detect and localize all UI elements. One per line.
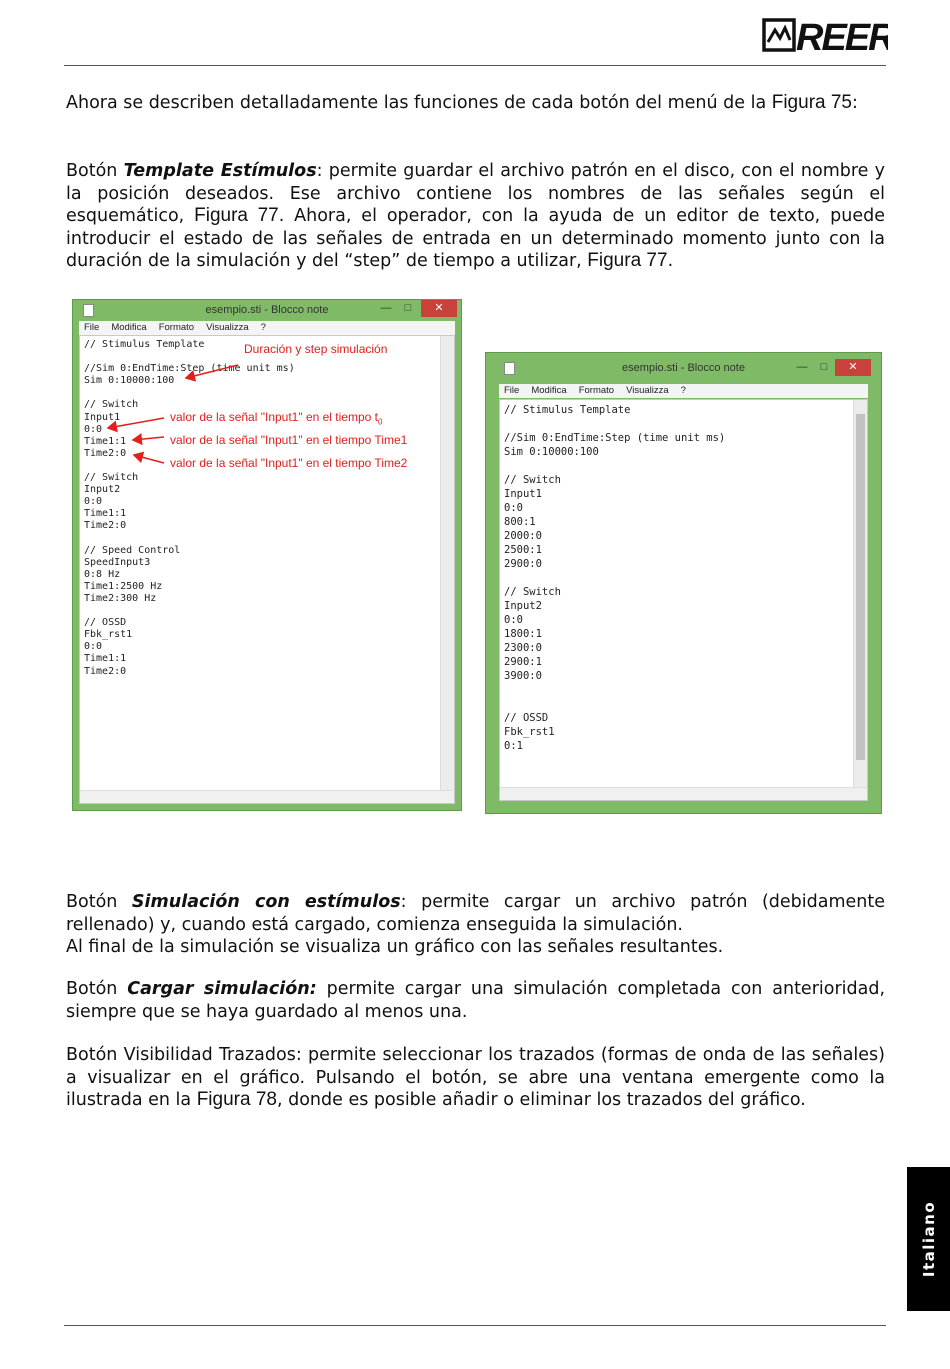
template-text-1: : permite guardar el archivo patrón en el disco, con el nombre y la posición deseados. Ese archivo contiene los nombres de las señales según el esquemático, xyxy=(66,161,886,226)
language-label: Italiano xyxy=(919,1200,938,1278)
menu-help[interactable]: ? xyxy=(260,322,266,333)
scrollbar-thumb[interactable] xyxy=(856,414,865,760)
vertical-scrollbar[interactable] xyxy=(853,400,867,788)
sim-button-name: Simulación con estímulos xyxy=(131,892,401,912)
menu-visualizza[interactable]: Visualizza xyxy=(206,322,249,333)
template-prefix: Botón xyxy=(66,161,124,181)
maximize-button[interactable]: □ xyxy=(404,302,412,314)
load-text: permite cargar una simulación completada con anterioridad, siempre que se haya guardado al menos una. xyxy=(66,979,886,1022)
arrow-time1 xyxy=(133,437,164,440)
annotation-input1-time2: valor de la señal "Input1" en el tiempo Time2 xyxy=(170,456,408,470)
notepad-text: // Stimulus Template //Sim 0:EndTime:Step (time unit ms) Sim 0:10000:100 // Switch Input1 0:0 800:1 2000:0 2500:1 2900:0 // Switch Input2 0:0 1800:1 2300:0 2900:1 3900:0 // OSSD Fbk_rst1 0:1 xyxy=(504,404,726,752)
language-tab xyxy=(907,1167,950,1311)
horizontal-scrollbar[interactable] xyxy=(80,790,454,803)
arrow-time2 xyxy=(134,455,164,463)
menu-modifica[interactable]: Modifica xyxy=(111,322,147,333)
arrow-t0 xyxy=(108,418,164,428)
load-button-name: Cargar simulación: xyxy=(127,979,317,999)
vis-text-2: , donde es posible añadir o eliminar los trazados del gráfico. xyxy=(276,1090,806,1110)
intro-end: : xyxy=(852,93,858,113)
notepad-title: esempio.sti - Blocco note xyxy=(205,304,329,316)
template-button-name: Template Estímulos xyxy=(123,161,317,181)
notepad-titlebar xyxy=(486,353,881,379)
template-text-2: . Ahora, el operador, con la ayuda de un editor de texto, puede introducir el estado de las señales de entrada en un determinado momento junto con la duración de la simulación y del “step” de tiempo a utilizar, xyxy=(66,206,885,271)
figure-reference: Figura 78 xyxy=(196,1089,277,1110)
sim-prefix: Botón xyxy=(66,892,132,912)
close-button[interactable]: ✕ xyxy=(835,359,871,376)
horizontal-scrollbar[interactable] xyxy=(500,787,867,800)
menu-help[interactable]: ? xyxy=(680,385,686,396)
notepad-title: esempio.sti - Blocco note xyxy=(622,362,745,374)
sim-text-2: Al final de la simulación se visualiza un gráfico con las señales resultantes. xyxy=(66,937,724,957)
menu-formato[interactable]: Formato xyxy=(158,322,195,333)
reer-logo-text: REER xyxy=(796,17,888,56)
sim-text-1: : permite cargar un archivo patrón (debidamente rellenado) y, cuando está cargado, comienza enseguida la simulación. xyxy=(66,892,886,935)
close-button[interactable]: ✕ xyxy=(421,300,457,317)
load-prefix: Botón xyxy=(66,979,128,999)
arrow-duration xyxy=(186,365,238,378)
maximize-button[interactable]: □ xyxy=(820,361,828,373)
menu-visualizza[interactable]: Visualizza xyxy=(626,385,669,396)
notepad-menubar xyxy=(499,384,868,398)
footer-rule xyxy=(64,1325,886,1326)
figure-reference: Figura 77 xyxy=(587,250,668,271)
menu-file[interactable]: File xyxy=(504,385,520,396)
template-text-3: . xyxy=(667,251,674,271)
minimize-button[interactable]: — xyxy=(380,302,392,314)
annotation-duration: Duración y step simulación xyxy=(244,342,388,356)
vis-text-1: Botón Visibilidad Trazados: permite seleccionar los trazados (formas de onda de las señales) a visualizar en el gráfico. Pulsando el botón, se abre una ventana emergente como la ilustrada en la xyxy=(66,1045,885,1110)
trace-visibility-paragraph xyxy=(66,1044,885,1112)
notepad-window-right xyxy=(485,352,882,814)
notepad-text: // Stimulus Template //Sim 0:EndTime:Step unit ms) Sim 0:10000:100 // Switch Input1 0:0 Time1:1 Time2:0 // Switch Input2 0:0 Time1:1 Time2:0 // Speed Control SpeedInput3 0:8 Hz Time1:2500 Hz Time2:300 Hz // OSSD Fbk_rst1 0:0 Time1:1 Time2:0 xyxy=(84,339,295,677)
annotation-input1-t0-text: valor de la señal "Input1" en el tiempo t xyxy=(170,410,378,424)
menu-formato[interactable]: Formato xyxy=(578,385,615,396)
minimize-button[interactable]: — xyxy=(796,361,808,373)
load-simulation-paragraph xyxy=(66,978,885,1023)
notepad-text-area[interactable] xyxy=(499,399,868,801)
figure-reference: Figura 75 xyxy=(771,92,853,113)
menu-file[interactable]: File xyxy=(84,322,100,333)
intro-text: Ahora se describen detalladamente las funciones de cada botón del menú de la xyxy=(66,93,772,113)
annotation-subscript: 0 xyxy=(377,417,383,427)
annotation-input1-time1: valor de la señal "Input1" en el tiempo Time1 xyxy=(170,433,408,447)
figure-reference: Figura 77 xyxy=(194,205,279,226)
simulation-paragraph xyxy=(66,891,885,959)
menu-modifica[interactable]: Modifica xyxy=(531,385,567,396)
